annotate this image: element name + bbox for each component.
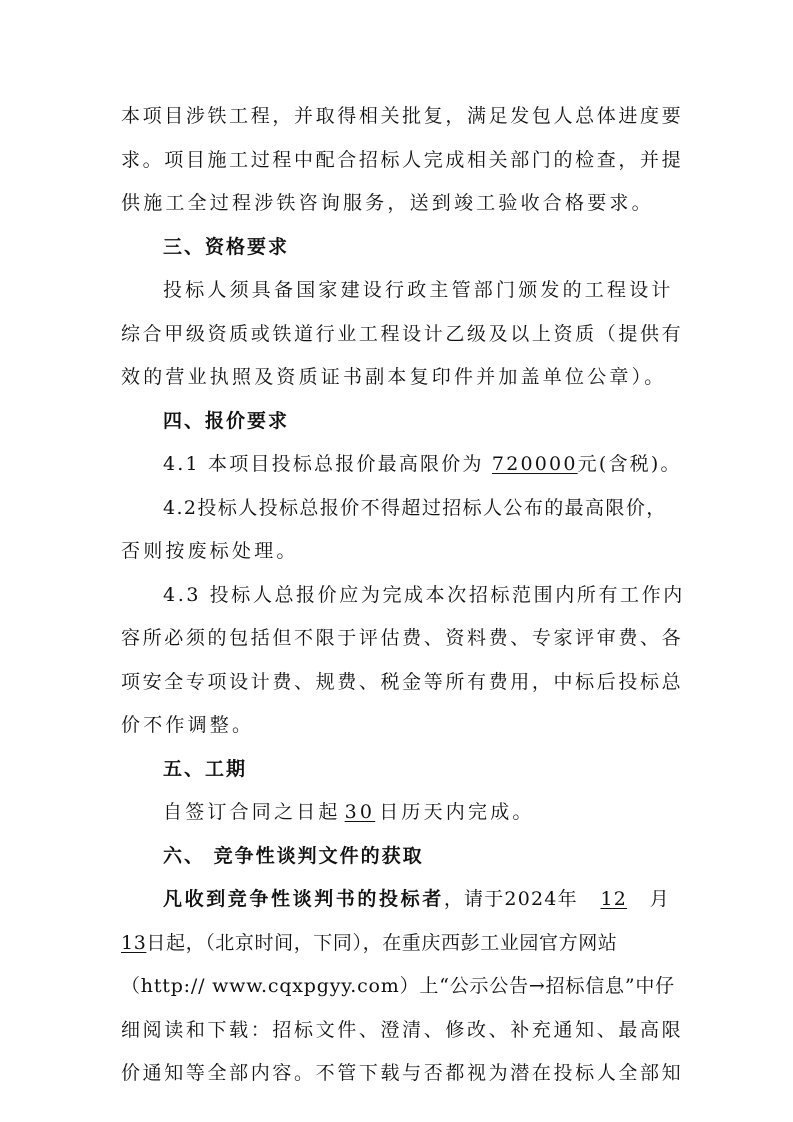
- char: 程: [380, 323, 400, 345]
- char: 工: [229, 149, 249, 171]
- char: 费: [402, 627, 422, 649]
- char: 项: [121, 671, 141, 693]
- char: 取: [315, 105, 335, 127]
- char: 设: [229, 671, 249, 693]
- char: 充: [531, 1019, 551, 1041]
- char: 完: [423, 149, 443, 171]
- char: 知: [164, 1062, 184, 1084]
- char: 提: [661, 149, 681, 171]
- char: 审: [596, 627, 616, 649]
- char: 费: [488, 627, 508, 649]
- char: 以: [510, 323, 530, 345]
- char: 件: [337, 1019, 357, 1041]
- char: 。: [294, 1062, 314, 1084]
- char: 高: [640, 1019, 660, 1041]
- text-span: 日起，（北京时间，下同），在重庆西彭工业园官方网站: [146, 932, 618, 954]
- char: 施: [207, 149, 227, 171]
- body-line: 供施工全过程涉铁咨询服务，送到竣工验收合格要求。: [121, 192, 654, 214]
- char: 设: [402, 323, 422, 345]
- char: 载: [380, 1062, 400, 1084]
- body-line: [121, 670, 681, 694]
- char: 、: [510, 627, 530, 649]
- char: 不: [294, 627, 314, 649]
- char: 复: [423, 105, 443, 127]
- char: 目: [164, 105, 184, 127]
- section-heading: 五、工期: [163, 758, 248, 780]
- char: 下: [358, 1062, 378, 1084]
- char: 度: [640, 105, 660, 127]
- char: 税: [380, 671, 400, 693]
- justified-line: [121, 322, 681, 346]
- body-line: [163, 887, 670, 911]
- body-line: （http:// www.cqxpgyy.com）上“公示公告→招标信息”中仔: [121, 975, 675, 997]
- char: 标: [294, 1019, 314, 1041]
- char: 级: [467, 323, 487, 345]
- char: 但: [272, 627, 292, 649]
- char: 部: [510, 149, 530, 171]
- char: 价: [121, 1062, 141, 1084]
- char: ：: [250, 1019, 270, 1041]
- char: 招: [272, 1019, 292, 1041]
- char: 、: [358, 671, 378, 693]
- char: 改: [467, 1019, 487, 1041]
- section-heading: 六、 竞争性谈判文件的获取: [163, 845, 424, 867]
- char: 投: [553, 1062, 573, 1084]
- char: 费: [488, 671, 508, 693]
- char: 程: [250, 105, 270, 127]
- char: 各: [661, 627, 681, 649]
- char: 修: [445, 1019, 465, 1041]
- char: 人: [402, 149, 422, 171]
- char: 管: [337, 1062, 357, 1084]
- char: 查: [596, 149, 616, 171]
- body-line: 价不作调整。: [121, 714, 255, 736]
- body-line: [121, 322, 681, 346]
- body-line: 投标人须具备国家建设行政主管部门颁发的工程设计: [163, 279, 674, 301]
- char: 否: [423, 1062, 443, 1084]
- char: 批: [402, 105, 422, 127]
- char: ，: [531, 671, 551, 693]
- char: 、: [423, 1019, 443, 1041]
- char: 总: [575, 105, 595, 127]
- char: 提: [618, 323, 638, 345]
- char: 工: [229, 105, 249, 127]
- char: 读: [164, 1019, 184, 1041]
- char: 中: [294, 149, 314, 171]
- text-span: 月: [649, 888, 670, 910]
- body-line: 效的营业执照及资质证书副本复印件并加盖单位公章）。: [121, 366, 667, 388]
- char: 通: [142, 1062, 162, 1084]
- char: 或: [250, 323, 270, 345]
- char: 专: [531, 627, 551, 649]
- char: 检: [575, 149, 595, 171]
- char: 相: [358, 105, 378, 127]
- char: 铁: [272, 323, 292, 345]
- char: 后: [596, 671, 616, 693]
- char: 、: [423, 627, 443, 649]
- char: 门: [531, 149, 551, 171]
- section-heading: 四、报价要求: [163, 410, 290, 432]
- char: 要: [661, 105, 681, 127]
- char: 包: [229, 627, 249, 649]
- char: 质: [575, 323, 595, 345]
- justified-line: [121, 1061, 681, 1085]
- char: 与: [402, 1062, 422, 1084]
- char: 文: [315, 1019, 335, 1041]
- char: 澄: [380, 1019, 400, 1041]
- body-line: [163, 800, 535, 824]
- char: 标: [575, 1062, 595, 1084]
- char: 限: [315, 627, 335, 649]
- char: 标: [575, 671, 595, 693]
- char: 内: [250, 1062, 270, 1084]
- char: 限: [661, 1019, 681, 1041]
- char: 容: [272, 1062, 292, 1084]
- char: 级: [185, 323, 205, 345]
- char: 金: [402, 671, 422, 693]
- char: 计: [423, 323, 443, 345]
- char: 专: [185, 671, 205, 693]
- char: 评: [358, 627, 378, 649]
- char: 发: [510, 105, 530, 127]
- char: 的: [553, 149, 573, 171]
- char: 部: [640, 1062, 660, 1084]
- char: 有: [467, 671, 487, 693]
- char: 在: [531, 1062, 551, 1084]
- char: 细: [121, 1019, 141, 1041]
- char: 容: [121, 627, 141, 649]
- char: 甲: [164, 323, 184, 345]
- char: 包: [531, 105, 551, 127]
- char: 、: [358, 1019, 378, 1041]
- char: 工: [358, 323, 378, 345]
- char: 本: [121, 105, 141, 127]
- month-value: 12: [600, 888, 628, 910]
- char: 都: [445, 1062, 465, 1084]
- char: 满: [467, 105, 487, 127]
- char: 及: [488, 323, 508, 345]
- char: 铁: [207, 105, 227, 127]
- char: 清: [402, 1019, 422, 1041]
- body-line: [121, 626, 681, 650]
- body-line: 否则按废标处理。: [121, 540, 299, 562]
- section-heading: 三、资格要求: [163, 236, 290, 258]
- char: 知: [661, 1062, 681, 1084]
- price-amount: 720000: [491, 453, 578, 475]
- body-line: [121, 104, 681, 128]
- char: 中: [553, 671, 573, 693]
- char: 标: [640, 671, 660, 693]
- char: 规: [315, 671, 335, 693]
- char: 部: [229, 1062, 249, 1084]
- char: 补: [510, 1019, 530, 1041]
- char: 项: [207, 671, 227, 693]
- char: 视: [467, 1062, 487, 1084]
- char: 计: [250, 671, 270, 693]
- char: 有: [661, 323, 681, 345]
- char: 乙: [445, 323, 465, 345]
- char: 所: [142, 627, 162, 649]
- char: 潜: [510, 1062, 530, 1084]
- char: 须: [185, 627, 205, 649]
- char: 关: [380, 105, 400, 127]
- char: 、: [640, 627, 660, 649]
- text-span: 自签订合同之日起: [163, 801, 341, 823]
- char: 。: [142, 149, 162, 171]
- char: 成: [445, 149, 465, 171]
- char: 得: [337, 105, 357, 127]
- char: 必: [164, 627, 184, 649]
- char: 于: [337, 627, 357, 649]
- char: 综: [121, 323, 141, 345]
- body-line: [121, 1018, 681, 1042]
- char: 体: [596, 105, 616, 127]
- char: 程: [272, 149, 292, 171]
- justified-line: [121, 670, 681, 694]
- justified-line: [121, 104, 681, 128]
- char: 道: [294, 323, 314, 345]
- char: 业: [337, 323, 357, 345]
- char: 安: [142, 671, 162, 693]
- char: 人: [596, 1062, 616, 1084]
- char: 、: [488, 1019, 508, 1041]
- char: 为: [488, 1062, 508, 1084]
- char: 配: [315, 149, 335, 171]
- char: 载: [229, 1019, 249, 1041]
- char: 行: [315, 323, 335, 345]
- char: 项: [142, 105, 162, 127]
- char: 全: [618, 1062, 638, 1084]
- char: 资: [207, 323, 227, 345]
- char: 足: [488, 105, 508, 127]
- body-line: 4.3 投标人总报价应为完成本次招标范围内所有工作内: [163, 584, 685, 606]
- char: 估: [380, 627, 400, 649]
- char: 相: [467, 149, 487, 171]
- char: 供: [640, 323, 660, 345]
- char: 质: [229, 323, 249, 345]
- char: 过: [250, 149, 270, 171]
- char: 所: [445, 671, 465, 693]
- char: 的: [207, 627, 227, 649]
- char: 费: [272, 671, 292, 693]
- char: 总: [661, 671, 681, 693]
- char: 并: [294, 105, 314, 127]
- char: 求: [121, 149, 141, 171]
- char: 和: [185, 1019, 205, 1041]
- justified-line: [121, 1018, 681, 1042]
- duration-days: 30: [344, 801, 376, 823]
- char: 投: [618, 671, 638, 693]
- text-span: 元(含税)。: [577, 453, 682, 475]
- char: 合: [142, 323, 162, 345]
- char: 、: [294, 671, 314, 693]
- char: 上: [531, 323, 551, 345]
- char: 人: [553, 105, 573, 127]
- char: 家: [553, 627, 573, 649]
- body-line: [121, 148, 681, 172]
- body-line: 4.2投标人投标总报价不得超过招标人公布的最高限价，: [163, 497, 667, 519]
- char: ，: [618, 149, 638, 171]
- char: 全: [164, 671, 184, 693]
- body-line: [163, 452, 682, 476]
- char: 涉: [185, 105, 205, 127]
- char: 进: [618, 105, 638, 127]
- char: 下: [207, 1019, 227, 1041]
- char: 通: [553, 1019, 573, 1041]
- char: 资: [553, 323, 573, 345]
- char: 用: [510, 671, 530, 693]
- justified-line: [121, 626, 681, 650]
- char: ，: [445, 105, 465, 127]
- body-line: [121, 931, 617, 955]
- char: 等: [185, 1062, 205, 1084]
- char: 关: [488, 149, 508, 171]
- body-line: [121, 1061, 681, 1085]
- char: 合: [337, 149, 357, 171]
- char: 标: [380, 149, 400, 171]
- char: 、: [596, 1019, 616, 1041]
- char: 最: [618, 1019, 638, 1041]
- bold-lead: 凡收到竞争性谈判书的投标者: [163, 888, 444, 910]
- char: 知: [575, 1019, 595, 1041]
- char: 资: [445, 627, 465, 649]
- justified-line: [121, 148, 681, 172]
- text-span: ，请于2024年: [443, 888, 578, 910]
- day-value: 13: [121, 932, 147, 954]
- char: 项: [164, 149, 184, 171]
- char: 阅: [142, 1019, 162, 1041]
- char: 评: [575, 627, 595, 649]
- char: 等: [423, 671, 443, 693]
- char: 全: [207, 1062, 227, 1084]
- char: 费: [337, 671, 357, 693]
- text-span: 4.1 本项目投标总报价最高限价为: [163, 453, 492, 475]
- char: （: [596, 323, 616, 345]
- char: 费: [618, 627, 638, 649]
- text-span: 日历天内完成。: [379, 801, 535, 823]
- char: 招: [358, 149, 378, 171]
- char: 目: [185, 149, 205, 171]
- char: 并: [640, 149, 660, 171]
- char: 括: [250, 627, 270, 649]
- char: ，: [272, 105, 292, 127]
- char: 料: [467, 627, 487, 649]
- char: 不: [315, 1062, 335, 1084]
